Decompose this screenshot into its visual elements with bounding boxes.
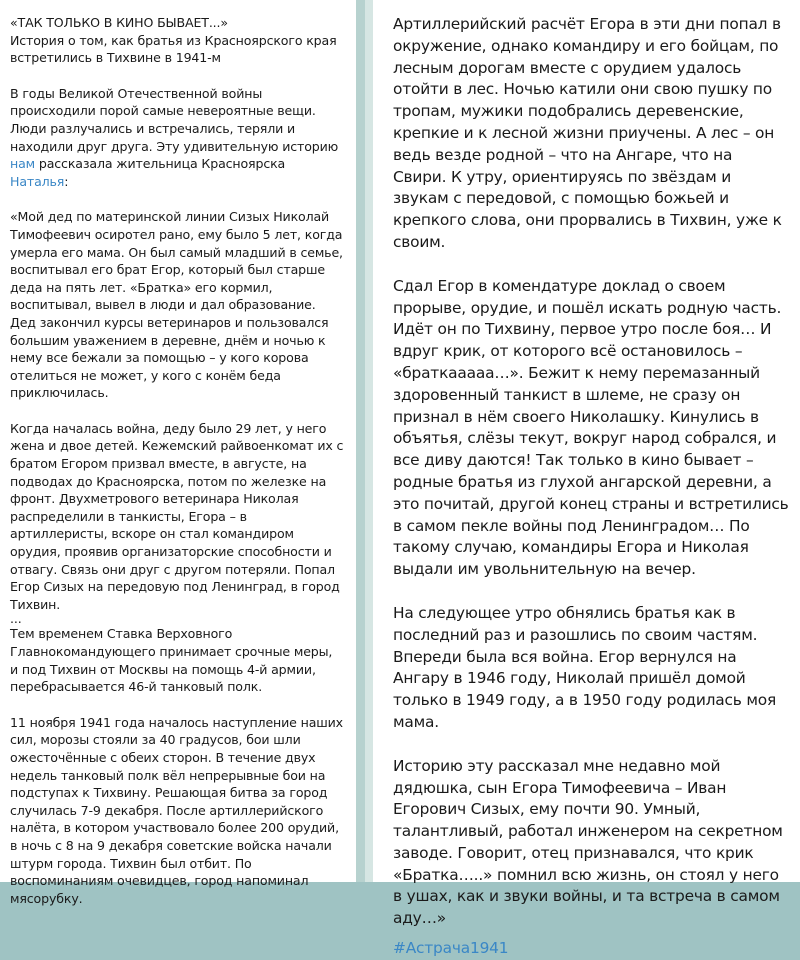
intro-text: рассказала жительница Красноярска [35,156,286,172]
ellipsis-line: ... [10,611,22,627]
intro-link-natalia[interactable]: Наталья [10,173,65,189]
story-paragraph: 11 ноября 1941 года началось наступление наших сил, морозы стояли за 40 градусов, бои шли ожесточённые с обеих сторон. В течение двух недель танковый полк вёл непрерывные бои на подступах к Тихвину. Решающая битва за город случилась 7-9 декабря. После артиллерийского налёта, в котором участвовало более 200 орудий, в ночь с 8 на 9 декабря советские войска начали штурм города. Тихвин был отбит. По воспоминаниям очевидцев, город напоминал мясорубку. [10,714,343,906]
story-paragraph: «Мой дед по материнской линии Сизых Николай Тимофеевич осиротел рано, ему было 5 лет, когда умерла его мама. Он был самый младший в семье, воспитывал его брат Егор, который был старше деда на пять лет. «Братка» его кормил, воспитывал, вывел в люди и дал образование. Дед закончил курсы ветеринаров и пользовался большим уважением в деревне, днём и ночью к нему все бежали за помощью – у кого корова отелиться не может, у кого с конём беда приключилась. [10,209,343,401]
message-bubble-right [373,0,800,958]
story-paragraph: На следующее утро обнялись братья как в последний раз и разошлись по своим частям. Впереди была вся война. Егор вернулся на Ангару в 1946 году, Николай пришёл домой только в 1949 году, а в 1950 году родилась моя мама. [393,603,777,731]
story-paragraph: Сдал Егор в комендатуре доклад о своем прорыве, орудие, и пошёл искать родную часть. Идёт он по Тихвину, первое утро после боя… И вдруг крик, от которого всё остановилось – «браткааааа…». Бежит к нему перемазанный здоровенный танкист в шлеме, не сразу он признал в нём своего Николашку. Кинулись в объятья, слёзы текут, вокруг народ собрался, и все диву даются! Так только в кино бывает – родные братья из глухой ангарской деревни, а это почитай, другой конец страны и встретились в самом пекле войны под Ленинградом… По такому случаю, командиры Егора и Николая выдали им увольнительную на вечер. [393,276,789,579]
intro-text: В годы Великой Отечественной войны происходили порой самые невероятные вещи. Люди разлучались и встречались, теряли и находили друг друга. Эту удивительную историю [10,85,339,154]
post-subtitle: История о том, как братья из Красноярского края встретились в Тихвине в 1941-м [10,32,337,66]
story-paragraph: Тем временем Ставка Верховного Главнокомандующего принимает срочные меры, и под Тихвин от Москвы на помощь 4-й армии, перебрасывается 46-й танковый полк. [10,626,333,695]
divider-strip [356,0,365,882]
divider-strip [365,0,373,882]
intro-link-us[interactable]: нам [10,156,36,172]
story-paragraph: Артиллерийский расчёт Егора в эти дни попал в окружение, однако командиру и его бойцам, по лесным дорогам вместе с орудием удалось отойти в лес. Ночью катили они свою пушку по тропам, мужики подобрались деревенские, крепкие и к лесной жизни приучены. А лес – он ведь везде родной – что на Ангаре, что на Свири. К утру, ориентируясь по звёздам и звукам с передовой, с помощью божьей и крепкого слова, они прорвались в Тихвин, уже к своим. [393,15,782,251]
intro-text: : [64,173,69,189]
story-paragraph: Историю эту рассказал мне недавно мой дядюшка, сын Егора Тимофеевича – Иван Егорович Сизых, ему почти 90. Умный, талантливый, работал инженером на секретном заводе. Говорит, отец признавался, что крик «Братка…..» помнил всю жизнь, он стоял у него в ушах, как и звуки войны, и та встреча в самом аду…» [393,756,783,928]
hashtag-link[interactable]: #Астрача1941 [393,939,509,958]
post-title: «ТАК ТОЛЬКО В КИНО БЫВАЕТ...» [10,15,228,30]
intro-paragraph [10,85,344,191]
message-bubble-left [0,0,356,906]
story-paragraph: Когда началась война, деду было 29 лет, у него жена и двое детей. Кежемский райвоенкомат их с братом Егором призвал вместе, в августе, на подводах до Красноярска, потом по железке на фронт. Двухметрового ветеринара Николая распределили в танкисты, Егора – в артиллеристы, вскоре он стал командиром орудия, проявив организаторские способности и отвагу. Связь они друг с другом потеряли. Попал Егор Сизых на передовую под Ленинград, в город Тихвин. [10,420,344,612]
